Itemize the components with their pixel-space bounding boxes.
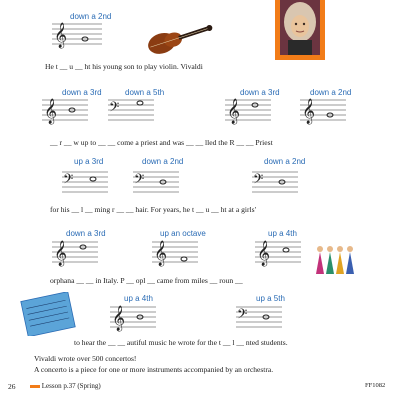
vivaldi-portrait-frame <box>275 0 325 60</box>
svg-text:𝄢: 𝄢 <box>109 99 120 118</box>
interval-label: down a 3rd <box>66 229 106 238</box>
interval-label: up an octave <box>160 229 206 238</box>
staff-treble <box>42 98 88 124</box>
svg-text:𝄞: 𝄞 <box>112 306 126 331</box>
staff-bass <box>62 170 108 192</box>
svg-text:𝄢: 𝄢 <box>63 171 74 190</box>
interval-label: down a 2nd <box>264 157 306 166</box>
interval-label: down a 3rd <box>62 88 102 97</box>
staff-bass <box>108 98 154 120</box>
staff-treble <box>152 240 198 266</box>
staff-treble <box>52 240 98 266</box>
interval-label: down a 2nd <box>70 12 112 21</box>
svg-text:𝄞: 𝄞 <box>44 99 58 124</box>
page-number: 26 <box>8 382 16 391</box>
story-line: __ r __ w up to __ __ come a priest and was __ __ lled the R __ __ Priest <box>50 138 273 147</box>
interval-label: up a 4th <box>124 294 153 303</box>
interval-label: up a 4th <box>268 229 297 238</box>
lesson-ref-text: Lesson p.37 (Spring) <box>41 382 101 390</box>
svg-text:𝄞: 𝄞 <box>54 241 68 266</box>
interval-label: down a 5th <box>125 88 165 97</box>
svg-text:𝄞: 𝄞 <box>302 99 316 124</box>
staff-treble <box>52 22 102 48</box>
svg-text:𝄢: 𝄢 <box>134 171 145 190</box>
interval-label: down a 3rd <box>240 88 280 97</box>
interval-label: up a 3rd <box>74 157 104 166</box>
definition-line: A concerto is a piece for one or more instruments accompanied by an orchestra. <box>34 365 274 374</box>
interval-label: down a 2nd <box>310 88 352 97</box>
interval-label: down a 2nd <box>142 157 184 166</box>
violin-icon <box>138 14 218 56</box>
lesson-reference <box>30 382 101 390</box>
dancers-illustration <box>312 240 358 276</box>
story-line: He t __ u __ ht his young son to play violin. Vivaldi <box>45 62 203 71</box>
svg-text:𝄞: 𝄞 <box>154 241 168 266</box>
story-line: orphana __ __ in Italy. P __ opl __ came from miles __ roun __ <box>50 276 243 285</box>
staff-bass <box>236 305 282 327</box>
interval-label: up a 5th <box>256 294 285 303</box>
svg-text:𝄞: 𝄞 <box>54 23 68 48</box>
story-line: to hear the __ __ autiful music he wrote for the t __ l __ nted students. <box>74 338 288 347</box>
svg-text:𝄞: 𝄞 <box>257 241 271 266</box>
catalog-code: FF1082 <box>365 382 386 389</box>
svg-text:𝄞: 𝄞 <box>227 99 241 124</box>
fact-line: Vivaldi wrote over 500 concertos! <box>34 354 137 363</box>
vivaldi-portrait <box>280 0 320 55</box>
svg-text:𝄢: 𝄢 <box>253 171 264 190</box>
staff-bass <box>133 170 179 192</box>
staff-bass <box>252 170 298 192</box>
staff-treble <box>255 240 301 266</box>
lesson-ref-bar <box>30 385 40 388</box>
staff-treble <box>300 98 346 124</box>
svg-text:𝄢: 𝄢 <box>237 306 248 325</box>
staff-treble <box>110 305 156 331</box>
story-line: for his __ l __ ming r __ __ hair. For years, he t __ u __ ht at a girls' <box>50 205 256 214</box>
staff-treble <box>225 98 271 124</box>
sheet-music-icon <box>20 292 78 336</box>
